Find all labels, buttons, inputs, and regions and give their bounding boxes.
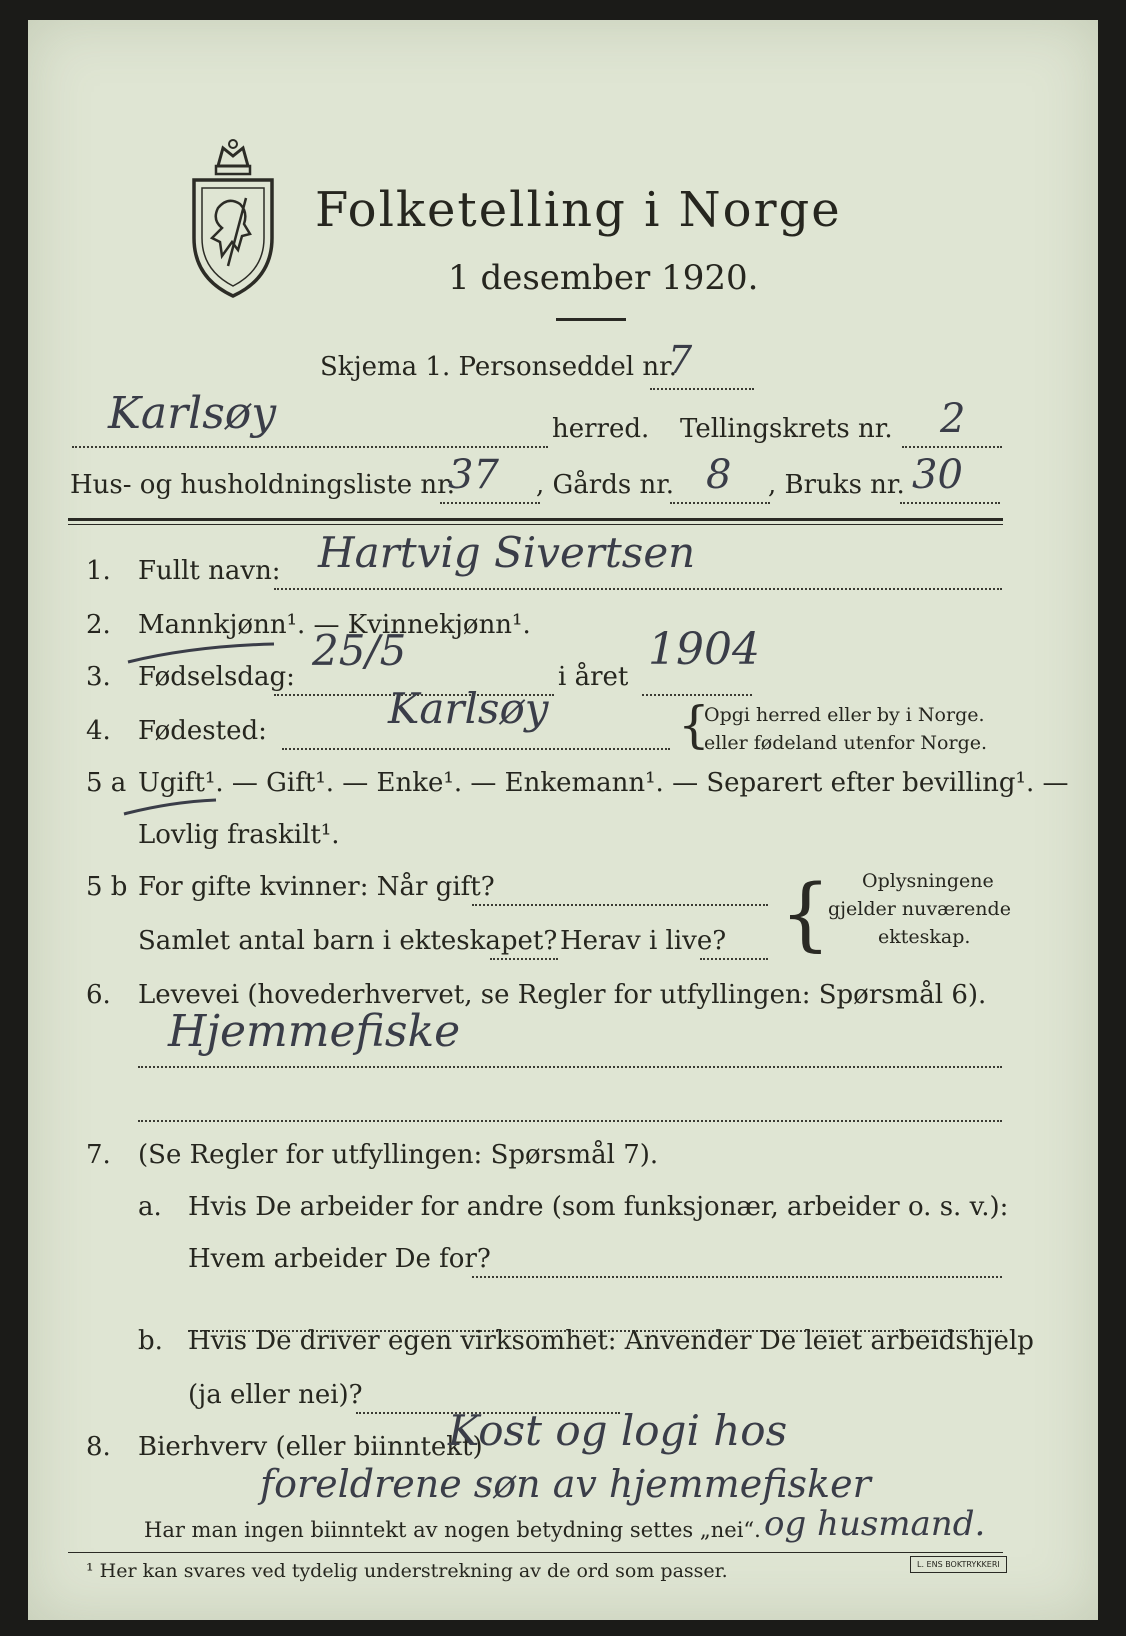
q7-number: 7.: [86, 1140, 111, 1170]
q5b-note-1: Oplysningene: [862, 870, 994, 892]
printer-mark: L. ENS BOKTRYKKERI: [910, 1556, 1007, 1573]
bruks-line: [900, 502, 1000, 504]
q1-value[interactable]: Hartvig Sivertsen: [318, 528, 696, 577]
husliste-value[interactable]: 37: [448, 452, 499, 498]
q8-label: Bierhverv (eller biinntekt): [138, 1432, 483, 1462]
q4-value[interactable]: Karlsøy: [388, 684, 549, 733]
q5b-label-2: Samlet antal barn i ekteskapet?: [138, 926, 558, 956]
q5b-children-line: [490, 958, 558, 960]
q5b-label: For gifte kvinner: Når gift?: [138, 872, 495, 902]
footnote: ¹ Her kan svares ved tydelig understrekning av de ord som passer.: [86, 1560, 728, 1582]
husliste-label: Hus- og husholdningsliste nr.: [70, 470, 456, 500]
tellingskrets-line: [902, 446, 1002, 448]
husliste-line: [440, 502, 540, 504]
q8-value-2[interactable]: foreldrene søn av hjemmefisker: [260, 1462, 871, 1506]
bruks-value[interactable]: 30: [912, 452, 963, 498]
q7b-number: b.: [138, 1326, 163, 1356]
q1-number: 1.: [86, 556, 111, 586]
q5b-when-line: [472, 904, 768, 906]
q6-number: 6.: [86, 980, 111, 1010]
q4-note-1: Opgi herred eller by i Norge.: [704, 704, 985, 726]
herred-line: [72, 446, 548, 448]
q4-note-2: eller fødeland utenfor Norge.: [704, 732, 988, 754]
gards-line: [670, 502, 770, 504]
header-divider-thin: [68, 524, 1003, 525]
q4-brace: {: [678, 696, 710, 754]
tellingskrets-value[interactable]: 2: [940, 396, 966, 442]
bruks-label: , Bruks nr.: [768, 470, 905, 500]
title-divider: [556, 318, 626, 321]
gards-label: , Gårds nr.: [536, 470, 675, 500]
gards-value[interactable]: 8: [706, 452, 732, 498]
q7a-number: a.: [138, 1192, 162, 1222]
q8-note: Har man ingen biinntekt av nogen betydning settes „nei“.: [144, 1518, 761, 1542]
q8-value-1[interactable]: Kost og logi hos: [448, 1406, 788, 1455]
q1-label: Fullt navn:: [138, 556, 281, 586]
herred-label: herred.: [552, 414, 650, 444]
q7b-label: Hvis De driver egen virksomhet: Anvender De leiet arbeidshjelp: [188, 1326, 1034, 1356]
q8-number: 8.: [86, 1432, 111, 1462]
q4-line: [282, 748, 670, 750]
q3-year-label: i året: [558, 662, 629, 692]
skjema-label: Skjema 1. Personseddel nr.: [320, 352, 677, 382]
q5a-label: Ugift¹. — Gift¹. — Enke¹. — Enkemann¹. — Separert efter bevilling¹. —: [138, 768, 1069, 798]
q5b-brace: {: [780, 867, 831, 960]
q8-value-3[interactable]: og husmand.: [764, 1504, 986, 1544]
q6-label: Levevei (hovederhvervet, se Regler for utfyllingen: Spørsmål 6).: [138, 980, 987, 1010]
q5b-number: 5 b: [86, 872, 128, 902]
q1-line: [274, 588, 1002, 590]
herred-value[interactable]: Karlsøy: [108, 388, 277, 439]
q5b-note-3: ekteskap.: [878, 926, 971, 948]
q6-line-1: [138, 1066, 1002, 1068]
q5a-number: 5 a: [86, 768, 127, 798]
q6-line-2: [138, 1120, 1002, 1122]
form-date: 1 desember 1920.: [448, 258, 759, 298]
q3-value[interactable]: 25/5: [312, 626, 407, 675]
form-title: Folketelling i Norge: [315, 182, 842, 238]
footnote-divider: [68, 1552, 1003, 1553]
skjema-line: [650, 388, 754, 390]
q7b-label-2: (ja eller nei)?: [188, 1380, 363, 1410]
q3-number: 3.: [86, 662, 111, 692]
census-form-page: [28, 20, 1098, 1620]
q2-label: Mannkjønn¹. — Kvinnekjønn¹.: [138, 610, 531, 640]
coat-of-arms-icon: [188, 138, 278, 298]
q7a-line-1: [472, 1276, 1002, 1278]
q7a-label-2: Hvem arbeider De for?: [188, 1244, 491, 1274]
q4-number: 4.: [86, 716, 111, 746]
q3-year-value[interactable]: 1904: [648, 624, 760, 675]
q5b-alive-line: [700, 958, 768, 960]
q3-label: Fødselsdag:: [138, 662, 295, 692]
q6-value[interactable]: Hjemmefiske: [168, 1006, 461, 1057]
q7a-label: Hvis De arbeider for andre (som funksjonær, arbeider o. s. v.):: [188, 1192, 1009, 1222]
q5a-underline-mark: [120, 796, 220, 822]
q5b-label-3: Herav i live?: [560, 926, 727, 956]
q5b-note-2: gjelder nuværende: [828, 898, 1011, 920]
header-divider-thick: [68, 518, 1003, 521]
q7-label: (Se Regler for utfyllingen: Spørsmål 7).: [138, 1140, 659, 1170]
q4-label: Fødested:: [138, 716, 267, 746]
skjema-value[interactable]: 7: [668, 338, 693, 382]
q2-number: 2.: [86, 610, 111, 640]
q5a-label-2: Lovlig fraskilt¹.: [138, 820, 340, 850]
tellingskrets-label: Tellingskrets nr.: [680, 414, 893, 444]
